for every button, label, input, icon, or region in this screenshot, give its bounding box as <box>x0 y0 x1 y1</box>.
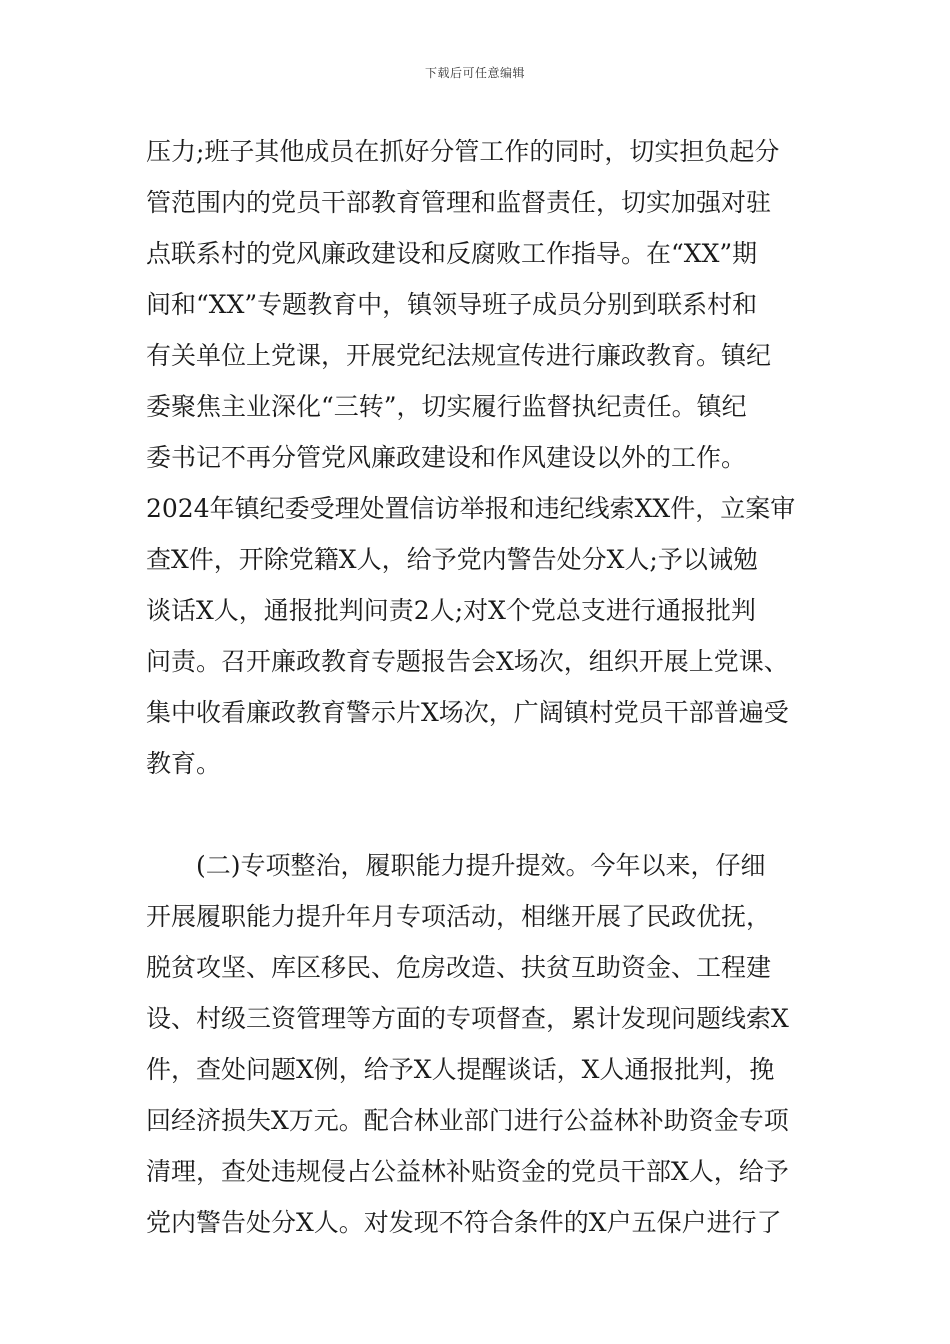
text-line: 问责。召开廉政教育专题报告会X场次，组织开展上党课、 <box>146 647 789 676</box>
paragraph-spacer <box>146 789 821 840</box>
text-line: 件，查处问题X例，给予X人提醒谈话，X人通报批判，挽 <box>146 1055 775 1084</box>
text-line: 2024年镇纪委受理处置信访举报和违纪线索XX件，立案审 <box>146 494 796 523</box>
text-line: 谈话X人，通报批判问责2人;对X个党总支进行通报批判 <box>146 596 756 625</box>
text-line: 开展履职能力提升年月专项活动，相继开展了民政优抚， <box>146 902 772 931</box>
text-line: 压力;班子其他成员在抓好分管工作的同时，切实担负起分 <box>146 137 780 166</box>
text-line: 回经济损失X万元。配合林业部门进行公益林补助资金专项 <box>146 1106 789 1135</box>
paragraph-1 <box>146 126 821 789</box>
text-line: 委聚焦主业深化“三转”，切实履行监督执纪责任。镇纪 <box>146 392 747 421</box>
text-line: 设、村级三资管理等方面的专项督查，累计发现问题线索X <box>146 1004 789 1033</box>
text-line: 有关单位上党课，开展党纪法规宣传进行廉政教育。镇纪 <box>146 341 772 370</box>
text-line: 党内警告处分X人。对发现不符合条件的X户五保户进行了 <box>146 1208 782 1237</box>
page-header-note: 下载后可任意编辑 <box>424 66 525 80</box>
text-line: 集中收看廉政教育警示片X场次，广阔镇村党员干部普遍受 <box>146 698 789 727</box>
document-body <box>146 126 821 1248</box>
text-line: 清理，查处违规侵占公益林补贴资金的党员干部X人，给予 <box>146 1157 789 1186</box>
text-line: 教育。 <box>146 749 222 778</box>
text-line: 委书记不再分管党风廉政建设和作风建设以外的工作。 <box>146 443 747 472</box>
text-line: (二)专项整治，履职能力提升提效。今年以来，仔细 <box>146 851 766 880</box>
text-line: 点联系村的党风廉政建设和反腐败工作指导。在“XX”期 <box>146 239 758 268</box>
text-line: 查X件，开除党籍X人，给予党内警告处分X人;予以诫勉 <box>146 545 758 574</box>
text-line: 管范围内的党员干部教育管理和监督责任，切实加强对驻 <box>146 188 772 217</box>
paragraph-2 <box>146 840 821 1248</box>
text-line: 脱贫攻坚、库区移民、危房改造、扶贫互助资金、工程建 <box>146 953 772 982</box>
text-line: 间和“XX”专题教育中，镇领导班子成员分别到联系村和 <box>146 290 758 319</box>
